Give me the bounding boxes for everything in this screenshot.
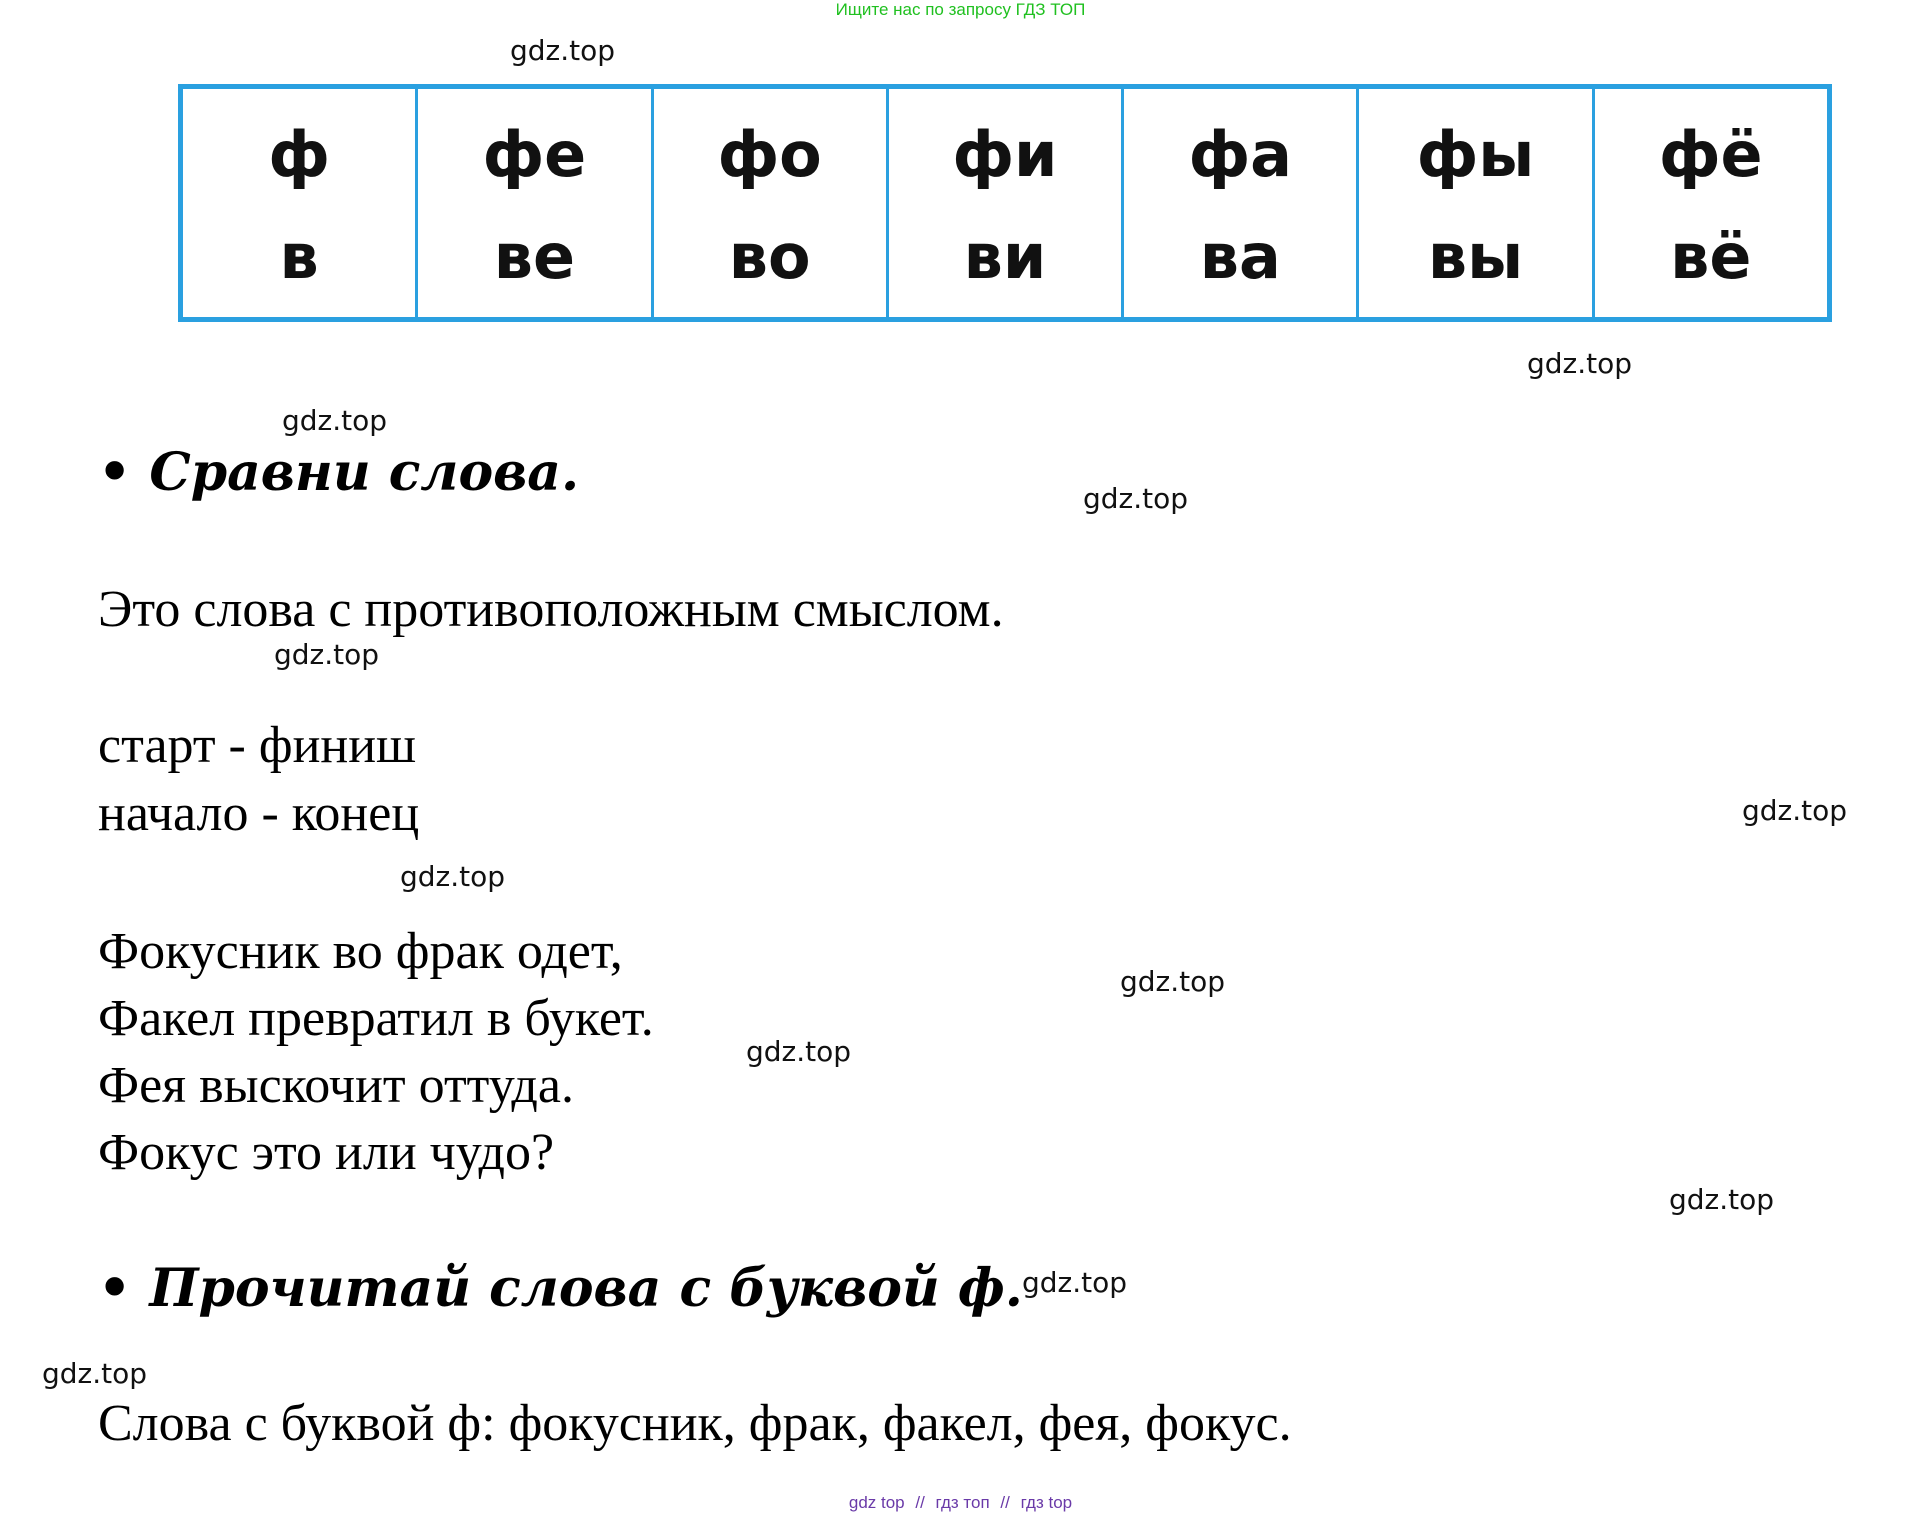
watermark: gdz.top [1742,794,1848,827]
watermark: gdz.top [1527,347,1633,380]
poem-line: Фокусник во фрак одет, [98,923,623,980]
watermark: gdz.top [1083,482,1189,515]
syllable-top: фи [952,117,1058,191]
syllable-column [654,89,889,317]
syllable-column [418,89,653,317]
syllable-bottom: ва [1199,219,1281,293]
opposites-answer: Это слова с противоположным смыслом. [98,581,1004,638]
syllable-bottom: вё [1670,219,1752,293]
footer-link[interactable]: гдз top [1020,1493,1073,1512]
watermark: gdz.top [746,1035,852,1068]
watermark: gdz.top [1669,1183,1775,1216]
footer-link[interactable]: gdz top [848,1493,905,1512]
watermark: gdz.top [282,404,388,437]
poem-line: Факел превратил в букет. [98,990,654,1047]
poem-line: Фея выскочит оттуда. [98,1057,574,1114]
antonym-pair: начало - конец [98,785,420,842]
footer-separator: // [1000,1493,1010,1512]
poem-line: Фокус это или чудо? [98,1124,555,1181]
antonym-pair: старт - финиш [98,717,417,774]
syllable-bottom: в [279,219,319,293]
syllable-bottom: вы [1427,219,1524,293]
syllable-bottom: ви [963,219,1047,293]
syllable-top: фо [717,117,822,191]
syllable-column [1595,89,1827,317]
syllable-column [1359,89,1594,317]
footer-link[interactable]: гдз топ [935,1493,990,1512]
read-words-heading: • Прочитай слова с буквой ф. [98,1258,1023,1319]
syllable-bottom: ве [493,219,576,293]
syllable-column [1124,89,1359,317]
watermark: gdz.top [1022,1266,1128,1299]
syllable-top: фы [1416,117,1535,191]
watermark: gdz.top [1120,965,1226,998]
syllable-table [178,84,1832,322]
watermark: gdz.top [42,1357,148,1390]
syllable-bottom: во [728,219,811,293]
watermark: gdz.top [400,860,506,893]
syllable-top: ф [268,117,330,191]
watermark: gdz.top [510,34,616,67]
bottom-links [0,1493,1921,1513]
syllable-top: фа [1188,117,1292,191]
syllable-top: фе [482,117,587,191]
top-banner[interactable]: Ищите нас по запросу ГДЗ ТОП [835,0,1086,19]
footer-separator: // [915,1493,925,1512]
syllable-column [183,89,418,317]
compare-words-heading: • Сравни слова. [98,442,580,503]
syllable-top: фё [1659,117,1763,191]
syllable-column [889,89,1124,317]
f-words-answer: Слова с буквой ф: фокусник, фрак, факел, фея, фокус. [98,1395,1292,1452]
watermark: gdz.top [274,638,380,671]
